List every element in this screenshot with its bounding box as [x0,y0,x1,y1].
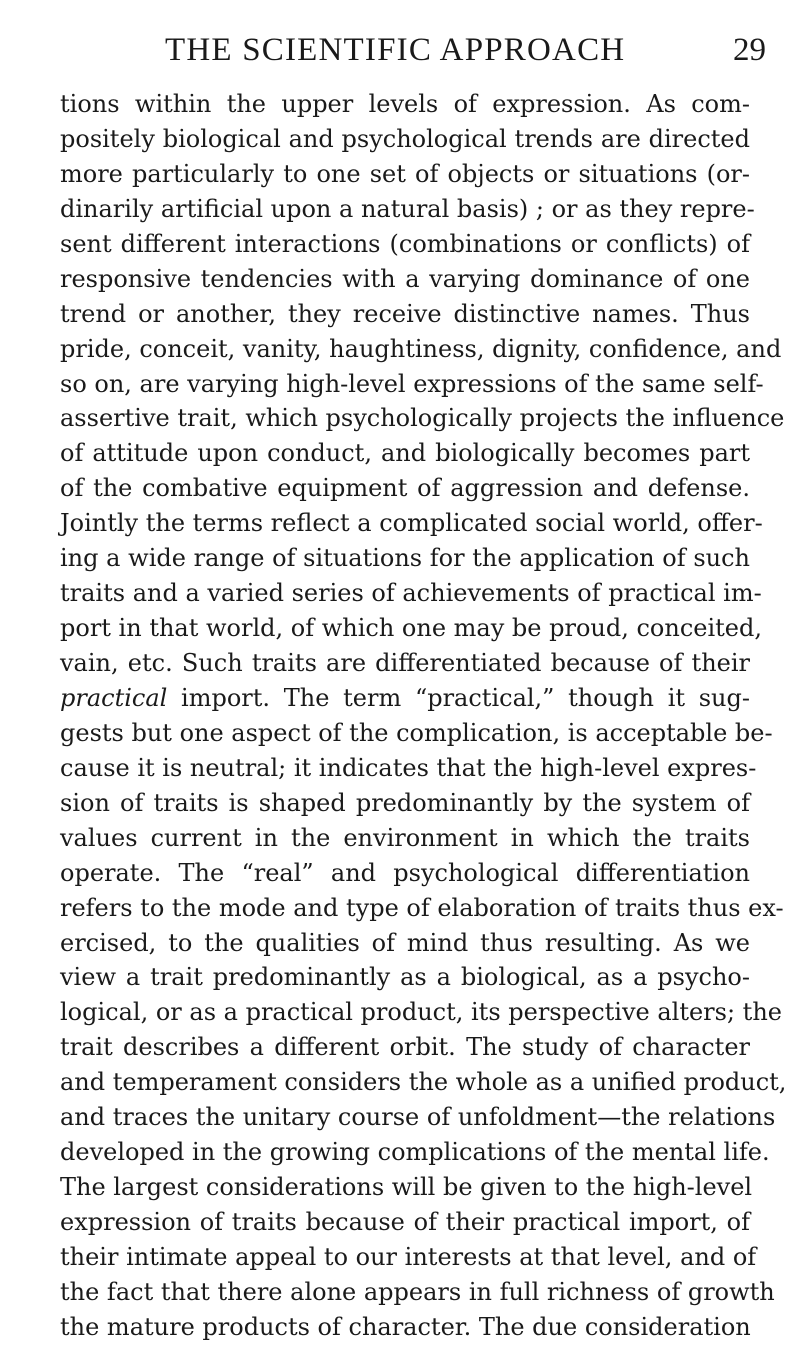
text-line: tions within the upper levels of expression. As com- [60,90,750,118]
text-line: ercised, to the qualities of mind thus resulting. As we [60,928,750,957]
text-line-italic-lead: practical import. The term “practical,” though it sug- [60,683,750,712]
text-line: port in that world, of which one may be proud, conceited, [60,614,762,643]
text-line: positely biological and psychological trends are directed [60,124,750,153]
text-line: the fact that there alone appears in full richness of growth [60,1277,775,1306]
text-line: ing a wide range of situations for the application of such [60,544,750,573]
text-line: logical, or as a practical product, its perspective alters; the [60,998,782,1027]
text-line: vain, etc. Such traits are differentiated because of their [60,649,750,677]
text-line: values current in the environment in which the traits [60,823,750,852]
text-line: of attitude upon conduct, and biologically becomes part [60,439,750,468]
running-head [0,30,801,70]
text-line: pride, conceit, vanity, haughtiness, dignity, confidence, and [60,334,782,363]
text-line: view a trait predominantly as a biological, as a psycho- [60,963,750,992]
text-line: developed in the growing complications of the mental life. [60,1138,770,1167]
text-line: trend or another, they receive distinctive names. Thus [60,299,750,328]
body-text [60,87,787,1345]
text-line: cause it is neutral; it indicates that the high-level expres- [60,753,757,782]
text-line: traits and a varied series of achievements of practical im- [60,579,762,608]
running-title: THE SCIENTIFIC APPROACH [165,32,626,68]
text-line: and traces the unitary course of unfoldment—the relations [60,1103,776,1132]
text-line: assertive trait, which psychologically projects the influence [60,404,785,433]
text-line: and temperament considers the whole as a unified product, [60,1068,787,1097]
text-line: so on, are varying high-level expressions of the same self- [60,369,764,398]
text-line: sent different interactions (combinations or conflicts) of [60,229,750,258]
text-line: responsive tendencies with a varying dominance of one [60,264,750,293]
text-line: of the combative equipment of aggression and defense. [60,474,750,503]
text-line: dinarily artificial upon a natural basis) ; or as they repre- [60,194,755,223]
text-line: expression of traits because of their practical import, of [60,1208,750,1236]
text-line: gests but one aspect of the complication, is acceptable be- [60,718,773,747]
text-line: the mature products of character. The due consideration [60,1312,751,1341]
text-line: refers to the mode and type of elaboration of traits thus ex- [60,893,784,922]
text-line: operate. The “real” and psychological differentiation [60,858,750,887]
italic-word: practical [60,683,168,712]
text-line: trait describes a different orbit. The study of character [60,1033,750,1062]
text-line: more particularly to one set of objects or situations (or- [60,159,750,188]
text-line: sion of traits is shaped predominantly by the system of [60,788,750,817]
text-line: The largest considerations will be given to the high-level [60,1173,753,1202]
text-line: their intimate appeal to our interests at that level, and of [60,1242,757,1271]
text-line: Jointly the terms reflect a complicated social world, offer- [60,509,763,538]
page-number: 29 [733,32,766,68]
